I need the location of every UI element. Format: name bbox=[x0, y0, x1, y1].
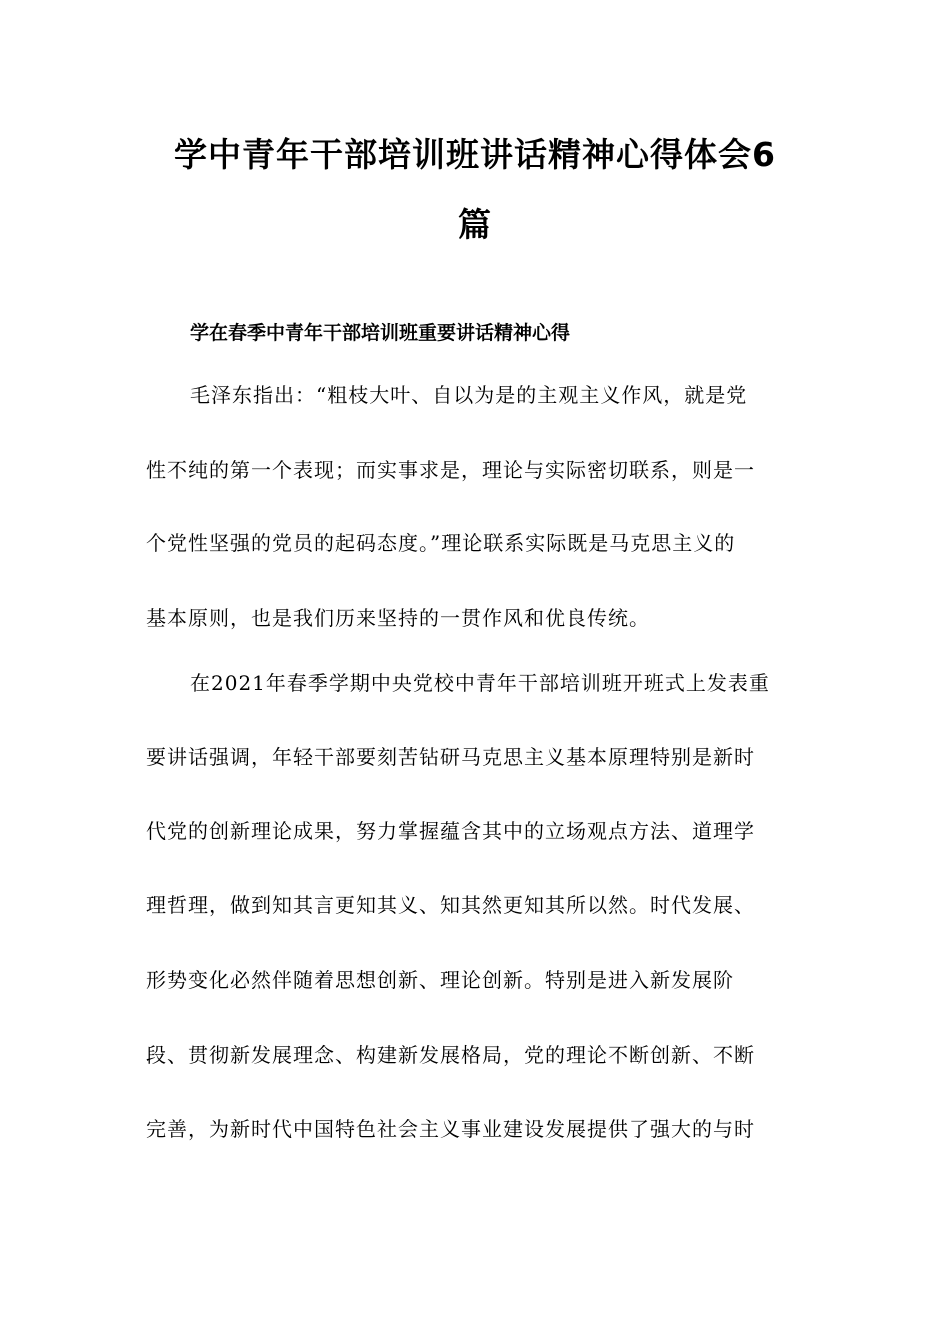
paragraph-1-line-4: 基本原则，也是我们历来坚持的一贯作风和优良传统。 bbox=[146, 606, 650, 630]
paragraph-2-line-1: 在2021年春季学期中央党校中青年干部培训班开班式上发表重 bbox=[190, 671, 770, 695]
paragraph-1-line-2: 性不纯的第一个表现；而实事求是，理论与实际密切联系，则是一 bbox=[146, 458, 755, 482]
paragraph-2-line-4: 理哲理，做到知其言更知其义、知其然更知其所以然。时代发展、 bbox=[146, 893, 755, 917]
paragraph-1-line-3: 个党性坚强的党员的起码态度。”理论联系实际既是马克思主义的 bbox=[146, 531, 736, 555]
paragraph-2-line-3: 代党的创新理论成果，努力掌握蕴含其中的立场观点方法、道理学 bbox=[146, 819, 755, 843]
paragraph-2-line-7: 完善，为新时代中国特色社会主义事业建设发展提供了强大的与时 bbox=[146, 1117, 755, 1141]
document-title-line-2: 篇 bbox=[458, 205, 492, 244]
section-heading: 学在春季中青年干部培训班重要讲话精神心得 bbox=[190, 322, 571, 344]
document-title-line-1: 学中青年干部培训班讲话精神心得体会6 bbox=[174, 135, 776, 174]
paragraph-2-line-5: 形势变化必然伴随着思想创新、理论创新。特别是进入新发展阶 bbox=[146, 968, 734, 992]
paragraph-2-line-2: 要讲话强调，年轻干部要刻苦钻研马克思主义基本原理特别是新时 bbox=[146, 745, 755, 769]
paragraph-1-line-1: 毛泽东指出：“粗枝大叶、自以为是的主观主义作风，就是党 bbox=[190, 383, 748, 407]
paragraph-2-line-6: 段、贯彻新发展理念、构建新发展格局，党的理论不断创新、不断 bbox=[146, 1043, 755, 1067]
